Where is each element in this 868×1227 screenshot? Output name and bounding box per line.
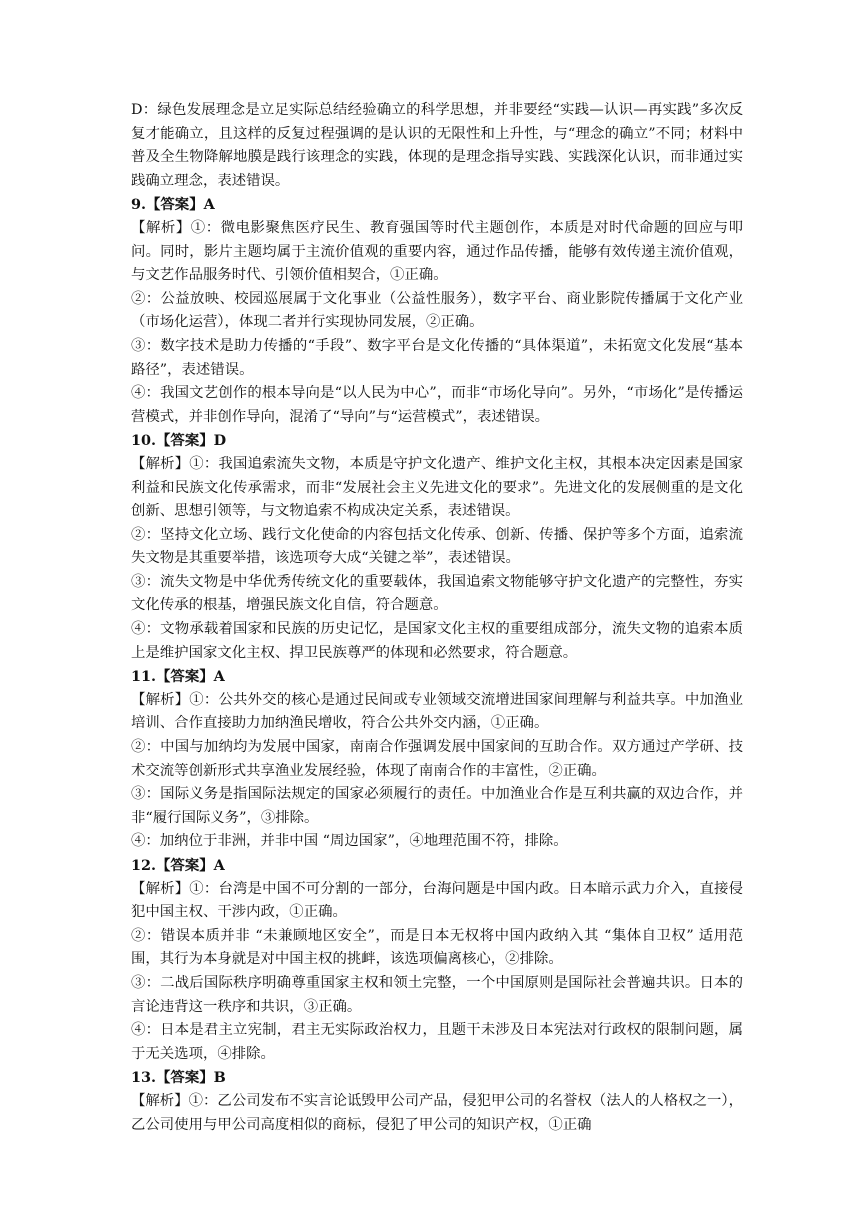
answer-heading: 11.【答案】A: [131, 668, 225, 686]
analysis-paragraph: 【解析】①：台湾是中国不可分割的一部分，台海问题是中国内政。日本暗示武力介入，直接侵犯中国主权、干涉内政，①正确。: [131, 880, 743, 921]
analysis-paragraph: ③：国际义务是指国际法规定的国家必须履行的责任。中加渔业合作是互利共赢的双边合作，并非“履行国际义务”，③排除。: [131, 786, 743, 826]
answer-heading: 13.【答案】B: [131, 1069, 226, 1087]
analysis-paragraph: 【解析】①：公共外交的核心是通过民间或专业领域交流增进国家间理解与利益共享。中加渔业培训、合作直接助力加纳渔民增收，符合公共外交内涵，①正确。: [131, 691, 743, 732]
analysis-paragraph: 【解析】①：乙公司发布不实言论诋毁甲公司产品，侵犯甲公司的名誉权（法人的人格权之一），乙公司使用与甲公司高度相似的商标，侵犯了甲公司的知识产权，①正确: [131, 1092, 743, 1133]
analysis-paragraph: ②：坚持文化立场、践行文化使命的内容包括文化传承、创新、传播、保护等多个方面，追索流失文物是其重要举措，该选项夸大成“关键之举”，表述错误。: [131, 526, 743, 567]
analysis-paragraph: 【解析】①：我国追索流失文物，本质是守护文化遗产、维护文化主权，其根本决定因素是国家利益和民族文化传承需求，而非“发展社会主义先进文化的要求”。先进文化的发展侧重的是文化创新、思想引领等，与文物追索不构成决定关系，表述错误。: [131, 455, 743, 520]
analysis-paragraph: D：绿色发展理念是立足实际总结经验确立的科学思想，并非要经“实践—认识—再实践”多次反复才能确立，且这样的反复过程强调的是认识的无限性和上升性，与“理念的确立”不同；材料中普及全生物降解地膜是践行该理念的实践，体现的是理念指导实践、实践深化认识，而非通过实践确立理念，表述错误。: [131, 102, 743, 189]
analysis-paragraph: ③：数字技术是助力传播的“手段”、数字平台是文化传播的“具体渠道”，未拓宽文化发展“基本路径”，表述错误。: [131, 337, 743, 378]
answer-heading: 12.【答案】A: [131, 857, 225, 874]
analysis-paragraph: ②：错误本质并非 “未兼顾地区安全”，而是日本无权将中国内政纳入其 “集体自卫权” 适用范围，其行为本身就是对中国主权的挑衅，该选项偏离核心，②排除。: [131, 927, 743, 968]
document-page: [131, 99, 743, 1137]
analysis-paragraph: ④：我国文艺创作的根本导向是“以人民为中心”，而非“市场化导向”。另外，“市场化”是传播运营模式，并非创作导向，混淆了“导向”与“运营模式”，表述错误。: [131, 385, 743, 425]
analysis-paragraph: ④：加纳位于非洲，并非中国 “周边国家”，④地理范围不符，排除。: [131, 833, 568, 850]
answer-heading: 10.【答案】D: [131, 432, 227, 450]
analysis-paragraph: ④：文物承载着国家和民族的历史记忆，是国家文化主权的重要组成部分，流失文物的追索本质上是维护国家文化主权、捍卫民族尊严的体现和必然要求，符合题意。: [131, 621, 743, 661]
analysis-paragraph: ②：公益放映、校园巡展属于文化事业（公益性服务），数字平台、商业影院传播属于文化产业（市场化运营），体现二者并行实现协同发展，②正确。: [131, 290, 743, 331]
analysis-paragraph: ④：日本是君主立宪制，君主无实际政治权力，且题干未涉及日本宪法对行政权的限制问题，属于无关选项，④排除。: [131, 1022, 743, 1062]
answer-heading: 9.【答案】A: [131, 196, 215, 214]
analysis-paragraph: 【解析】①：微电影聚焦医疗民生、教育强国等时代主题创作，本质是对时代命题的回应与叩问。同时，影片主题均属于主流价值观的重要内容，通过作品传播，能够有效传递主流价值观，与文艺作品服务时代、引领价值相契合，①正确。: [131, 219, 743, 284]
analysis-paragraph: ②：中国与加纳均为发展中国家，南南合作强调发展中国家间的互助合作。双方通过产学研、技术交流等创新形式共享渔业发展经验，体现了南南合作的丰富性，②正确。: [131, 739, 743, 779]
analysis-paragraph: ③：流失文物是中华优秀传统文化的重要载体，我国追索文物能够守护文化遗产的完整性，夯实文化传承的根基，增强民族文化自信，符合题意。: [131, 573, 743, 614]
analysis-paragraph: ③：二战后国际秩序明确尊重国家主权和领土完整，一个中国原则是国际社会普遍共识。日本的言论违背这一秩序和共识，③正确。: [131, 974, 743, 1015]
